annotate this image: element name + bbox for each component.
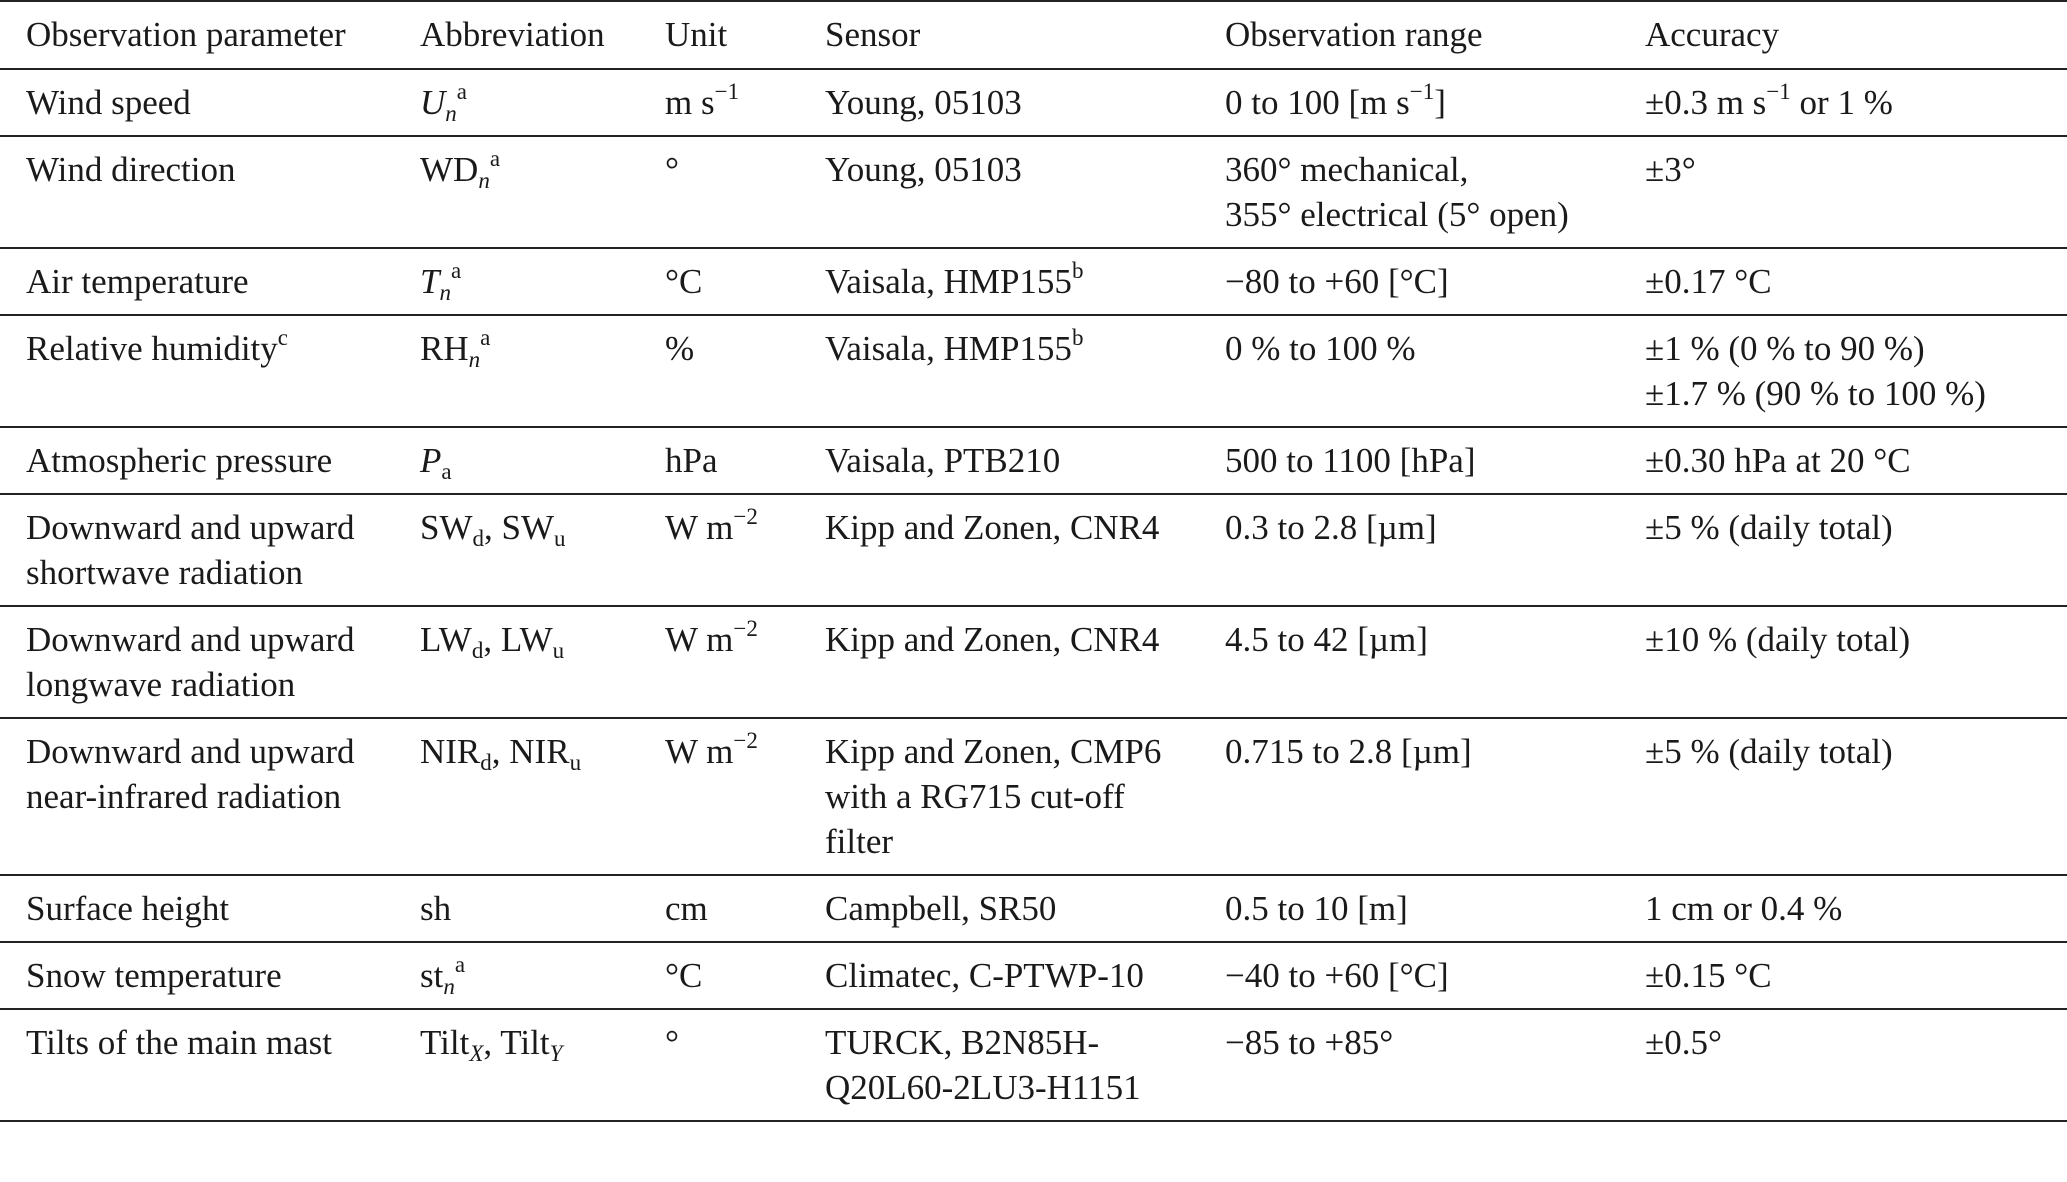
cell-range: 0.715 to 2.8 [µm]: [1225, 718, 1645, 875]
header-row: [0, 1, 2067, 69]
cell-unit: °: [665, 136, 825, 248]
table-row: [0, 875, 2067, 942]
table-row: [0, 248, 2067, 315]
cell-parameter: Wind speed: [0, 69, 420, 136]
table-row: [0, 427, 2067, 494]
cell-abbreviation: $U_n^a$: [420, 69, 665, 136]
cell-accuracy: ±5 % (daily total): [1645, 718, 2067, 875]
cell-unit: °C: [665, 248, 825, 315]
table-row: [0, 606, 2067, 718]
cell-sensor: Young, 05103: [825, 69, 1225, 136]
cell-sensor: Kipp and Zonen, CNR4: [825, 606, 1225, 718]
table-header: [0, 1, 2067, 69]
cell-abbreviation: $WD_n^a$: [420, 136, 665, 248]
cell-abbreviation: $st_n^a$: [420, 942, 665, 1009]
table-row: [0, 718, 2067, 875]
header-abbreviation: Abbreviation: [420, 1, 665, 69]
header-unit: Unit: [665, 1, 825, 69]
cell-range: 0.3 to 2.8 [µm]: [1225, 494, 1645, 606]
cell-accuracy: ±3°: [1645, 136, 2067, 248]
table-row: [0, 494, 2067, 606]
cell-abbreviation: sh: [420, 875, 665, 942]
cell-parameter: Wind direction: [0, 136, 420, 248]
cell-range: −80 to +60 [°C]: [1225, 248, 1645, 315]
cell-accuracy: ±0.15 °C: [1645, 942, 2067, 1009]
cell-range: 0 to 100 [m $s^{-1}$]: [1225, 69, 1645, 136]
cell-parameter: Atmospheric pressure: [0, 427, 420, 494]
cell-abbreviation: $T_n^a$: [420, 248, 665, 315]
cell-range: 4.5 to 42 [µm]: [1225, 606, 1645, 718]
cell-abbreviation: $RH_n^a$: [420, 315, 665, 427]
cell-sensor: Kipp and Zonen, CNR4: [825, 494, 1225, 606]
cell-range: 360° mechanical, 355° electrical (5° open): [1225, 136, 1645, 248]
table-row: [0, 69, 2067, 136]
cell-accuracy: ±5 % (daily total): [1645, 494, 2067, 606]
header-accuracy: Accuracy: [1645, 1, 2067, 69]
header-sensor: Sensor: [825, 1, 1225, 69]
cell-sensor: Kipp and Zonen, CMP6 with a RG715 cut-off filter: [825, 718, 1225, 875]
cell-parameter: Tilts of the main mast: [0, 1009, 420, 1121]
cell-unit: W $m^{-2}$: [665, 606, 825, 718]
cell-parameter: Relative humidity$^c$: [0, 315, 420, 427]
table-row: [0, 136, 2067, 248]
cell-range: −85 to +85°: [1225, 1009, 1645, 1121]
cell-accuracy: ±10 % (daily total): [1645, 606, 2067, 718]
cell-sensor: Climatec, C-PTWP-10: [825, 942, 1225, 1009]
cell-sensor: Vaisala, PTB210: [825, 427, 1225, 494]
cell-parameter: Air temperature: [0, 248, 420, 315]
cell-unit: cm: [665, 875, 825, 942]
cell-unit: W $m^{-2}$: [665, 718, 825, 875]
cell-abbreviation: $SW_d$, $SW_u$: [420, 494, 665, 606]
table-row: [0, 942, 2067, 1009]
cell-unit: m $s^{-1}$: [665, 69, 825, 136]
cell-parameter: Snow temperature: [0, 942, 420, 1009]
cell-unit: °: [665, 1009, 825, 1121]
cell-accuracy: ±1 % (0 % to 90 %) ±1.7 % (90 % to 100 %): [1645, 315, 2067, 427]
cell-parameter: Downward and upward near-infrared radiation: [0, 718, 420, 875]
cell-accuracy: 1 cm or 0.4 %: [1645, 875, 2067, 942]
cell-range: 0.5 to 10 [m]: [1225, 875, 1645, 942]
cell-accuracy: ±0.3 m $s^{-1}$ or 1 %: [1645, 69, 2067, 136]
cell-abbreviation: Tilt$_X$, Tilt$_Y$: [420, 1009, 665, 1121]
cell-parameter: Downward and upward longwave radiation: [0, 606, 420, 718]
cell-sensor: Campbell, SR50: [825, 875, 1225, 942]
cell-unit: hPa: [665, 427, 825, 494]
cell-accuracy: ±0.17 °C: [1645, 248, 2067, 315]
cell-sensor: Vaisala, HMP155$^b$: [825, 315, 1225, 427]
cell-accuracy: ±0.30 hPa at 20 °C: [1645, 427, 2067, 494]
cell-abbreviation: $P_a$: [420, 427, 665, 494]
cell-range: 0 % to 100 %: [1225, 315, 1645, 427]
header-parameter: Observation parameter: [0, 1, 420, 69]
cell-parameter: Surface height: [0, 875, 420, 942]
table-row: [0, 315, 2067, 427]
header-range: Observation range: [1225, 1, 1645, 69]
cell-sensor: Young, 05103: [825, 136, 1225, 248]
cell-sensor: Vaisala, HMP155$^b$: [825, 248, 1225, 315]
cell-unit: °C: [665, 942, 825, 1009]
table-row: [0, 1009, 2067, 1121]
cell-abbreviation: $NIR_d$, $NIR_u$: [420, 718, 665, 875]
cell-abbreviation: $LW_d$, $LW_u$: [420, 606, 665, 718]
cell-sensor: TURCK, B2N85H- Q20L60-2LU3-H1151: [825, 1009, 1225, 1121]
cell-parameter: Downward and upward shortwave radiation: [0, 494, 420, 606]
table-body: [0, 69, 2067, 1121]
cell-range: −40 to +60 [°C]: [1225, 942, 1645, 1009]
cell-unit: W $m^{-2}$: [665, 494, 825, 606]
cell-range: 500 to 1100 [hPa]: [1225, 427, 1645, 494]
cell-unit: %: [665, 315, 825, 427]
cell-accuracy: ±0.5°: [1645, 1009, 2067, 1121]
